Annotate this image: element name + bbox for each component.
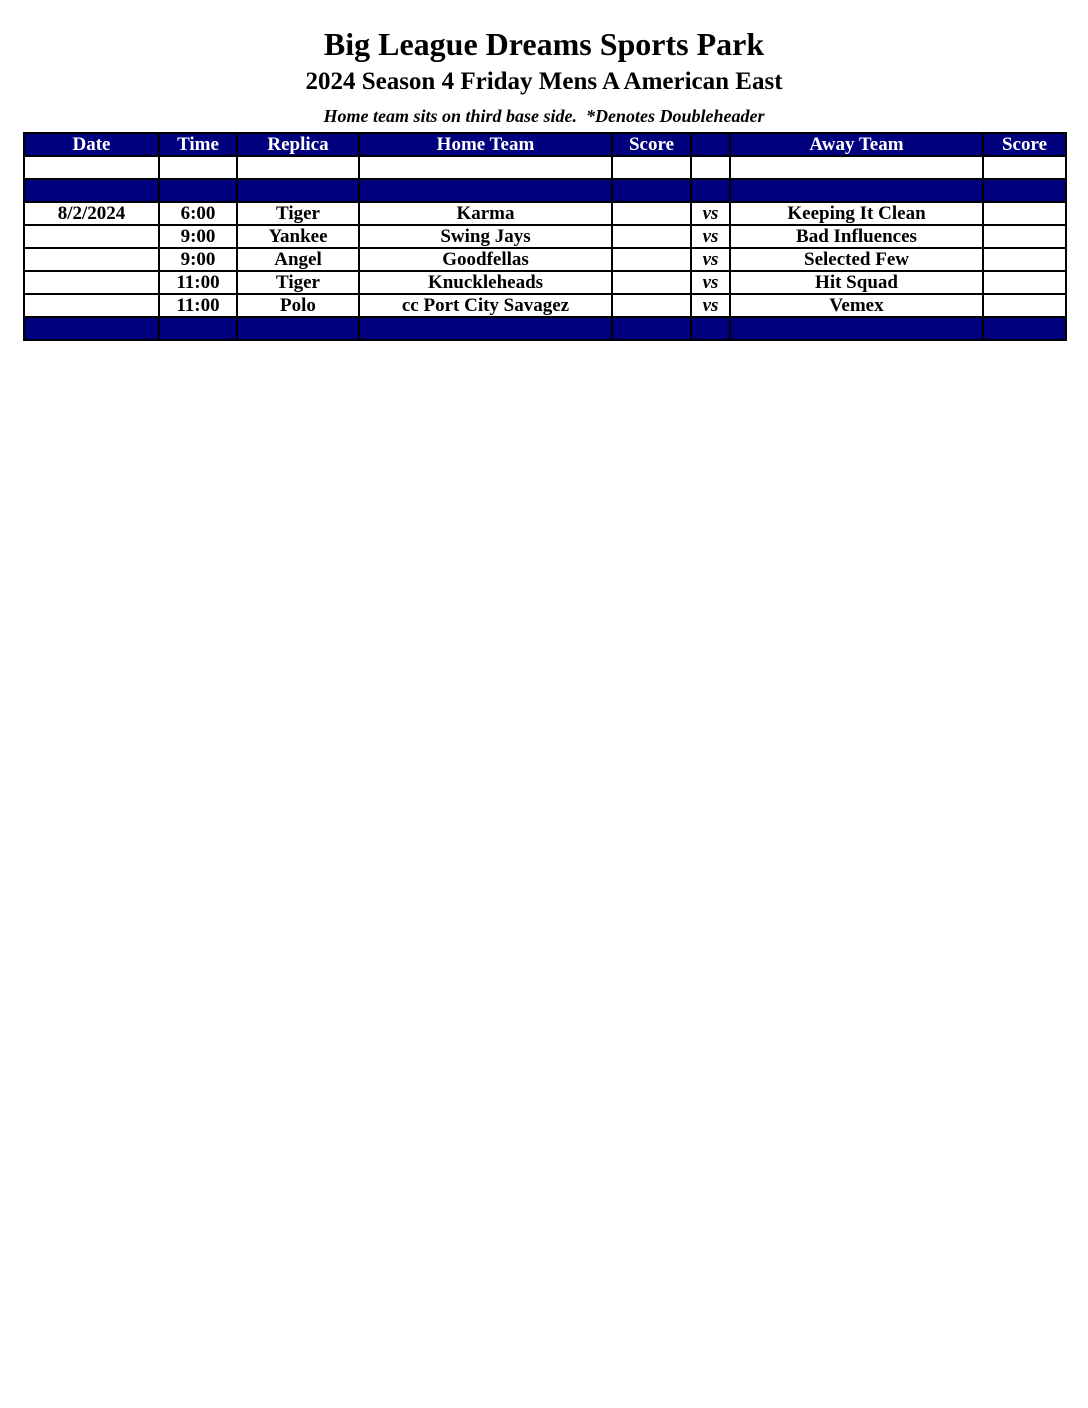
away-score (983, 248, 1066, 271)
empty-row (24, 156, 1066, 179)
home-team: Swing Jays (359, 225, 612, 248)
page-title: Big League Dreams Sports Park (323, 26, 765, 62)
game-replica: Angel (237, 248, 359, 271)
home-team: cc Port City Savagez (359, 294, 612, 317)
game-date: 8/2/2024 (24, 202, 159, 225)
game-time: 11:00 (159, 294, 237, 317)
away-team: Vemex (730, 294, 983, 317)
game-time: 9:00 (159, 225, 237, 248)
home-team: Goodfellas (359, 248, 612, 271)
game-date (24, 248, 159, 271)
column-header-vs (691, 133, 730, 156)
column-header-home-team: Home Team (359, 133, 612, 156)
vs-label: vs (691, 225, 730, 248)
table-row (24, 202, 1066, 225)
game-time: 11:00 (159, 271, 237, 294)
home-team: Karma (359, 202, 612, 225)
schedule-table (23, 132, 1067, 341)
home-score (612, 294, 691, 317)
away-team: Bad Influences (730, 225, 983, 248)
vs-label: vs (691, 202, 730, 225)
away-score (983, 225, 1066, 248)
home-score (612, 271, 691, 294)
table-header-row (24, 133, 1066, 156)
column-header-time: Time (159, 133, 237, 156)
away-score (983, 271, 1066, 294)
home-score (612, 248, 691, 271)
game-date (24, 294, 159, 317)
league-subtitle: 2024 Season 4 Friday Mens A American East (305, 68, 783, 95)
table-row (24, 294, 1066, 317)
game-time: 9:00 (159, 248, 237, 271)
column-header-away-team: Away Team (730, 133, 983, 156)
home-score (612, 202, 691, 225)
column-header-home-score: Score (612, 133, 691, 156)
table-row (24, 271, 1066, 294)
vs-label: vs (691, 271, 730, 294)
column-header-date: Date (24, 133, 159, 156)
footer-band-row (24, 317, 1066, 340)
away-score (983, 202, 1066, 225)
game-date (24, 271, 159, 294)
game-replica: Yankee (237, 225, 359, 248)
game-date (24, 225, 159, 248)
home-score (612, 225, 691, 248)
away-score (983, 294, 1066, 317)
column-header-replica: Replica (237, 133, 359, 156)
home-team: Knuckleheads (359, 271, 612, 294)
table-row (24, 225, 1066, 248)
game-replica: Tiger (237, 202, 359, 225)
table-row (24, 248, 1066, 271)
vs-label: vs (691, 294, 730, 317)
away-team: Hit Squad (730, 271, 983, 294)
vs-label: vs (691, 248, 730, 271)
away-team: Keeping It Clean (730, 202, 983, 225)
game-replica: Tiger (237, 271, 359, 294)
game-time: 6:00 (159, 202, 237, 225)
schedule-note: Home team sits on third base side. *Denotes Doubleheader (323, 106, 765, 126)
game-replica: Polo (237, 294, 359, 317)
separator-band-row (24, 179, 1066, 202)
column-header-away-score: Score (983, 133, 1066, 156)
away-team: Selected Few (730, 248, 983, 271)
